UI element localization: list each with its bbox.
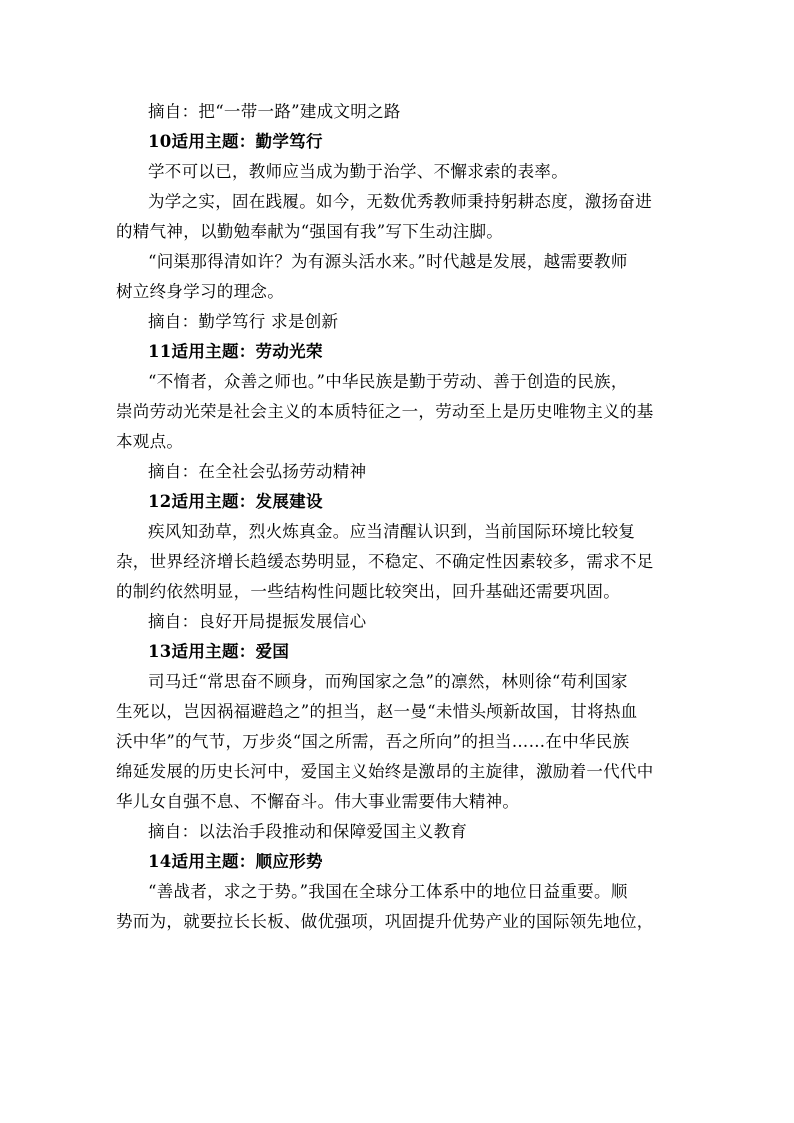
text-line: 杂，世界经济增长趋缓态势明显，不稳定、不确定性因素较多，需求不足 xyxy=(116,552,654,571)
section-heading: 10适用主题：勤学笃行 xyxy=(148,132,323,151)
text-line: 疾风知劲草，烈火炼真金。应当清醒认识到，当前国际环境比较复 xyxy=(148,522,636,541)
document-page xyxy=(116,97,676,937)
text-line: 势而为，就要拉长长板、做优强项，巩固提升优势产业的国际领先地位， xyxy=(116,912,654,931)
text-line: 司马迁“常思奋不顾身，而殉国家之急”的凛然，林则徐“苟利国家 xyxy=(148,672,628,691)
section-heading: 12适用主题：发展建设 xyxy=(148,492,323,511)
text-line: 摘自：在全社会弘扬劳动精神 xyxy=(148,462,367,481)
section-heading: 14适用主题：顺应形势 xyxy=(148,852,323,871)
text-line: 本观点。 xyxy=(116,432,184,451)
text-line: 摘自：勤学笃行 求是创新 xyxy=(148,312,339,331)
text-line: “善战者，求之于势。”我国在全球分工体系中的地位日益重要。顺 xyxy=(148,882,628,901)
text-line: 绵延发展的历史长河中，爱国主义始终是激昂的主旋律，激励着一代代中 xyxy=(116,762,654,781)
text-line: 的制约依然明显，一些结构性问题比较突出，回升基础还需要巩固。 xyxy=(116,582,620,601)
text-line: 摘自：把“一带一路”建成文明之路 xyxy=(148,102,401,121)
text-line: 摘自：良好开局提振发展信心 xyxy=(148,612,367,631)
text-line: “不惰者，众善之师也。”中华民族是勤于劳动、善于创造的民族， xyxy=(148,372,628,391)
text-line: 崇尚劳动光荣是社会主义的本质特征之一，劳动至上是历史唯物主义的基 xyxy=(116,402,654,421)
text-line: 摘自：以法治手段推动和保障爱国主义教育 xyxy=(148,822,468,841)
text-line: 为学之实，固在践履。如今，无数优秀教师秉持躬耕态度，激扬奋进 xyxy=(148,192,652,211)
text-line: 华儿女自强不息、不懈奋斗。伟大事业需要伟大精神。 xyxy=(116,792,520,811)
text-line: 沃中华”的气节，万步炎“国之所需，吾之所向”的担当……在中华民族 xyxy=(116,732,630,751)
text-line: 树立终身学习的理念。 xyxy=(116,282,284,301)
text-line: “问渠那得清如许？为有源头活水来。”时代越是发展，越需要教师 xyxy=(148,252,628,271)
section-heading: 13适用主题：爱国 xyxy=(148,642,290,661)
text-line: 学不可以已，教师应当成为勤于治学、不懈求索的表率。 xyxy=(148,162,568,181)
section-heading: 11适用主题：劳动光荣 xyxy=(148,342,323,361)
text-line: 的精气神，以勤勉奉献为“强国有我”写下生动注脚。 xyxy=(116,222,504,241)
text-line: 生死以，岂因祸福避趋之”的担当，赵一曼“未惜头颅新故国，甘将热血 xyxy=(116,702,638,721)
